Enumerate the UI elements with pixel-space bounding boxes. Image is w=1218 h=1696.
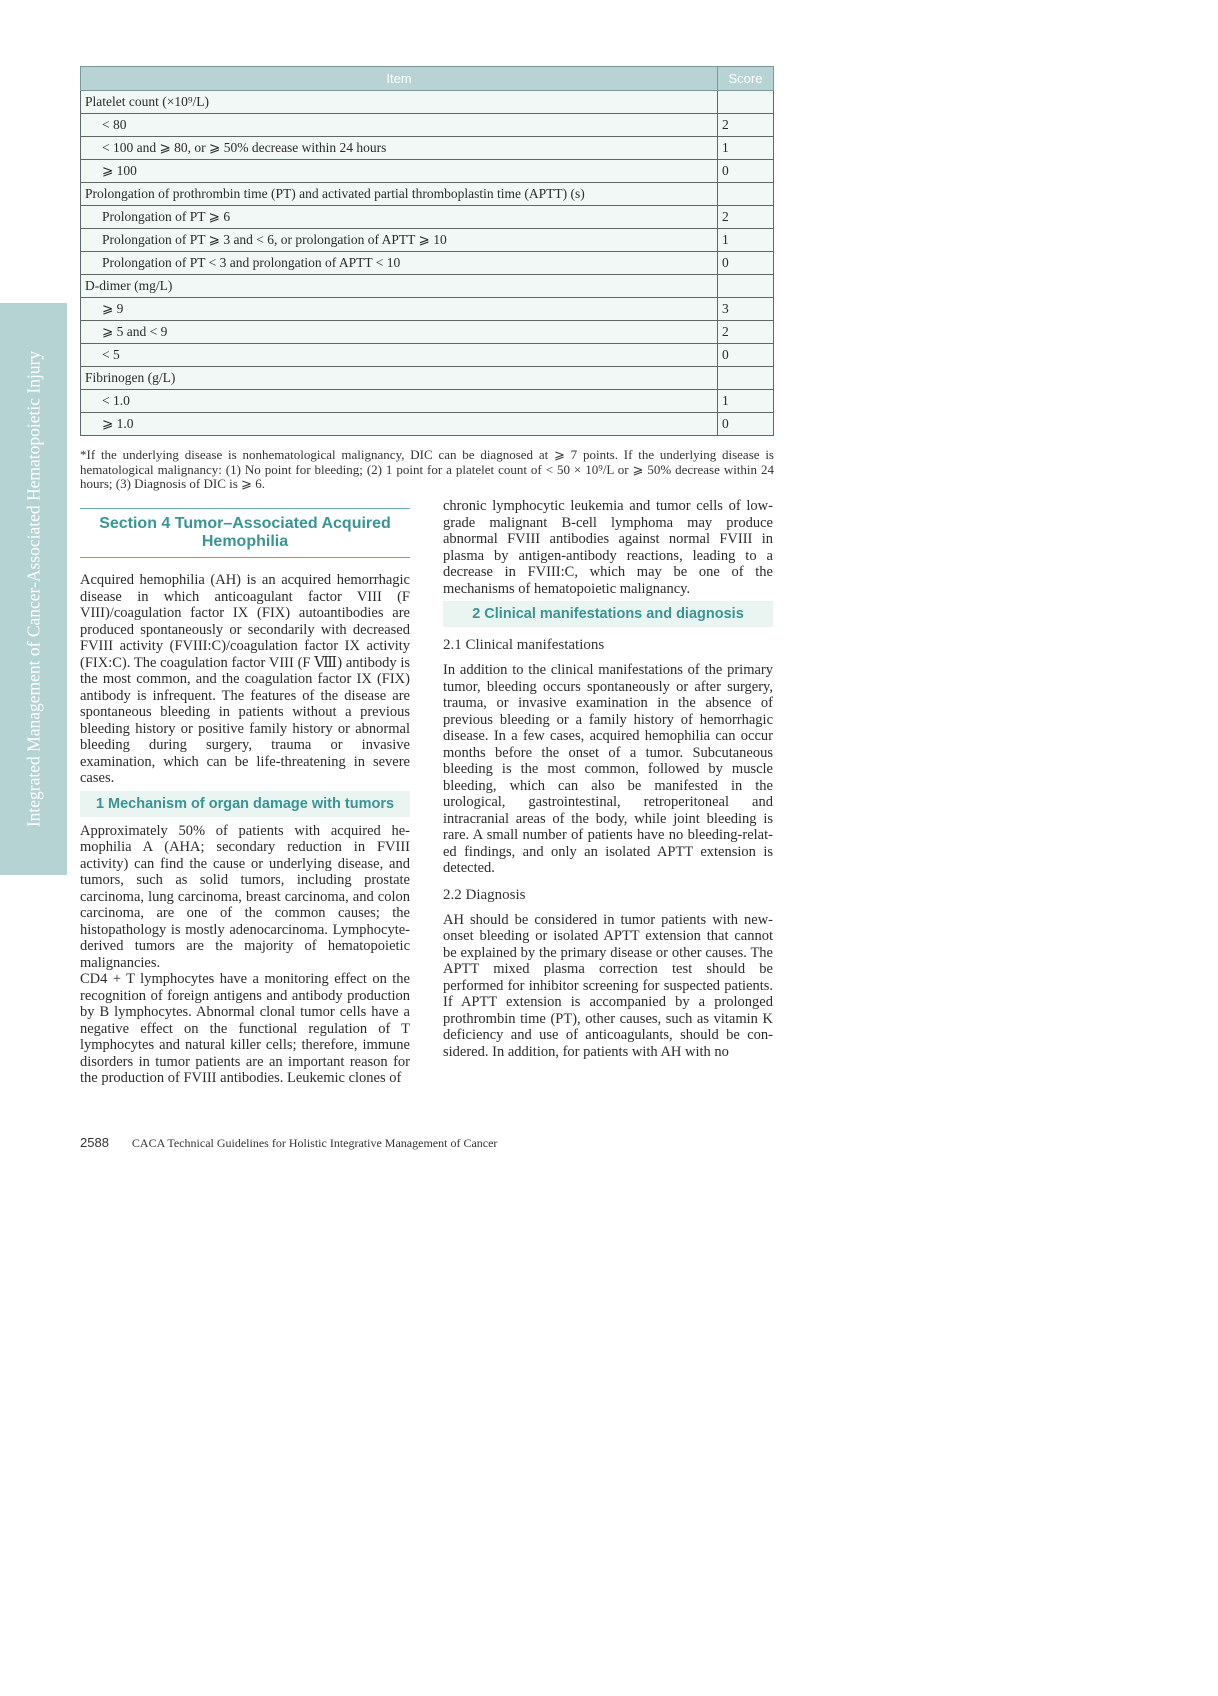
side-tab [0,303,67,875]
mechanism-paragraph-1: Approximately 50% of patients with acquired hemophilia A (AHA; secondary reduction in FVIII activity) can find the cause or underlying disease, and tumors, such as solid tumors, including prostate carcinoma, lung carcinoma, breast carcinoma, and colon carcinoma, are one of the common causes; the histopathology is mostly adenocarcinoma. Lymphocyte-derived tumors are the majority of hematopoietic malignancies. [80,822,410,971]
heading-clinical-manifestations: 2.1 Clinical manifestations [443,637,605,653]
table-cell-score: 1 [718,229,774,252]
journal-title: CACA Technical Guidelines for Holistic Integrative Management of Cancer [131,1136,498,1150]
table-cell-item: < 80 [81,114,718,137]
table-cell-score: 0 [718,160,774,183]
table-row [81,137,774,160]
table-row [81,91,774,114]
table-row [81,252,774,275]
intro-paragraph: Acquired hemophilia (AH) is an acquired hemorrhagic disease in which anticoagulant factor VIII (F VIII)/coagulation factor IX (FIX) autoantibodies are produced spontaneously or secondarily with decreased FVIII activity (FVIII:C)/coagulation factor IX activity (FIX:C). The coagulation factor VIII (F Ⅷ) antibody is the most common, and the coagulation factor IX (FIX) antibody is infrequent. The features of the disease are spontaneous bleeding in patients without a previous bleeding history or positive family history or abnormal bleeding during surgery, trauma or invasive examination, which can be life-threatening in severe cases. [80,572,410,786]
table-cell-item: < 5 [81,344,718,367]
mechanism-paragraph-2: CD4 + T lymphocytes have a monitoring effect on the recognition of foreign antigens and antibody production by B lymphocytes. Abnormal clonal tumor cells have a negative effect on the functional regulation of T lymphocytes and natural killer cells; therefore, immune disorders in tumor patients are an important reason for the production of FVIII antibodies. Leukemic clones of [80,971,410,1086]
table-cell-item: ⩾ 1.0 [81,413,718,436]
table-cell-score [718,367,774,390]
heading-diagnosis: 2.2 Diagnosis [443,886,526,903]
table-body [81,91,774,436]
table-row [81,114,774,137]
table-row [81,160,774,183]
table-cell-item: ⩾ 100 [81,160,718,183]
heading-mechanism: 1 Mechanism of organ damage with tumors [80,791,410,817]
table-row [81,275,774,298]
table-row [81,229,774,252]
table-row [81,390,774,413]
table-cell-score: 2 [718,206,774,229]
table-header-row [81,67,774,91]
table-row [81,321,774,344]
table-cell-item: D-dimer (mg/L) [81,275,718,298]
table-cell-item: Prolongation of PT ⩾ 6 [81,206,718,229]
table-cell-item: Prolongation of PT < 3 and prolongation of APTT < 10 [81,252,718,275]
table-row [81,183,774,206]
page-footer [80,1135,497,1151]
table-cell-item: < 100 and ⩾ 80, or ⩾ 50% decrease within 24 hours [81,137,718,160]
table-cell-score [718,275,774,298]
clinical-paragraph: In addition to the clinical manifestations of the primary tumor, bleeding occurs spontaneously or after surgery, trauma, or invasive examination in the absence of previous bleeding or a family history of hemorrhagic disease. In a few cases, acquired hemophilia can occur months before the onset of a tumor. Subcutaneous bleeding is the most common, followed by muscle bleeding, which can also be manifested in the urological, gastrointestinal, retroperitoneal and intracranial areas of the body, while joint bleeding is rare. A small number of patients have no bleeding-related findings, and only an isolated APTT extension is detected. [443,662,773,876]
right-column [443,498,773,1060]
header-score: Score [718,67,774,91]
table-row [81,367,774,390]
table-row [81,298,774,321]
table-footnote: *If the underlying disease is nonhematological malignancy, DIC can be diagnosed at ⩾ 7 points. If the underlying disease is hematological malignancy: (1) No point for bleeding; (2) 1 point for a platelet count of < 50 × 10⁹/L or ⩾ 50% decrease within 24 hours; (3) Diagnosis of DIC is ⩾ 6. [80,447,774,491]
table-cell-score: 0 [718,344,774,367]
table-cell-item: < 1.0 [81,390,718,413]
table-cell-score: 1 [718,137,774,160]
page-number: 2588 [80,1135,109,1150]
table-cell-score [718,183,774,206]
table-row [81,206,774,229]
table-cell-score: 1 [718,390,774,413]
table-cell-item: Platelet count (×10⁹/L) [81,91,718,114]
table-cell-item: Fibrinogen (g/L) [81,367,718,390]
header-item: Item [81,67,718,91]
table-cell-item: ⩾ 9 [81,298,718,321]
table-row [81,413,774,436]
table-cell-item: Prolongation of prothrombin time (PT) and activated partial thromboplastin time (APTT) (s) [81,183,718,206]
left-column [80,508,410,1087]
side-tab-text: Integrated Management of Cancer-Associated Hematopoietic Injury [23,350,43,828]
diagnosis-paragraph: AH should be considered in tumor patients with new-onset bleeding or isolated APTT extension that cannot be explained by the primary disease or other causes. The APTT mixed plasma correction test should be performed for inhibitor screening for suspected patients. If APTT extension is accompanied by a prolonged prothrombin time (PT), other causes, such as vitamin K deficiency and use of anticoagulants, should be considered. In addition, for patients with AH with no [443,911,773,1060]
table-cell-item: Prolongation of PT ⩾ 3 and < 6, or prolongation of APTT ⩾ 10 [81,229,718,252]
table-cell-item: ⩾ 5 and < 9 [81,321,718,344]
heading-clinical: 2 Clinical manifestations and diagnosis [443,601,773,627]
table-cell-score: 2 [718,321,774,344]
table-cell-score: 0 [718,413,774,436]
table-cell-score: 3 [718,298,774,321]
section-title: Section 4 Tumor–Associated Acquired Hemophilia [80,508,410,558]
dic-score-table [80,66,774,436]
mechanism-paragraph-3: chronic lymphocytic leukemia and tumor cells of low-grade malignant B-cell lymphoma may produce abnormal FVIII antibodies against normal FVIII in plasma by antigen-antibody reactions, leading to a decrease in FVIII:C, which may be one of the mechanisms of hematopoietic malignancy. [443,498,773,597]
table-cell-score: 2 [718,114,774,137]
table-cell-score: 0 [718,252,774,275]
table-row [81,344,774,367]
table-cell-score [718,91,774,114]
